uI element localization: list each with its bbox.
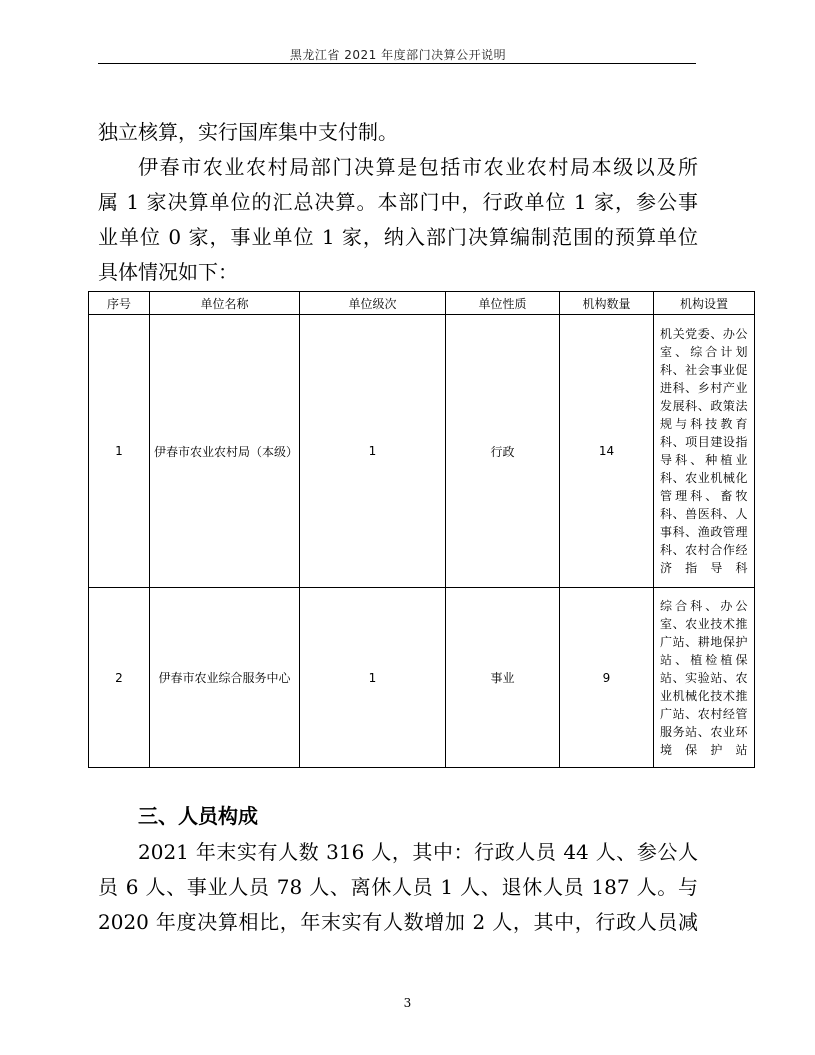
cell-org-setup xyxy=(654,588,755,768)
cell-org-count: 14 xyxy=(560,315,654,588)
intro-paragraph-1: 独立核算，实行国库集中支付制。 xyxy=(98,120,398,144)
cell-unit-name: 伊春市农业农村局（本级） xyxy=(150,315,300,588)
header-unit-nature: 单位性质 xyxy=(446,292,560,315)
org-setup-text: 综合科、办公室、农业技术推广站、耕地保护站、植检植保站、实验站、农业机械化技术推广站、农村经管服务站、农业环境保护站 xyxy=(660,598,748,757)
intro-paragraph-2-line-2: 属 1 家决算单位的汇总决算。本部门中，行政单位 1 家，参公事 xyxy=(98,190,698,214)
header-seq: 序号 xyxy=(89,292,150,315)
header-org-count: 机构数量 xyxy=(560,292,654,315)
header-unit-level: 单位级次 xyxy=(300,292,446,315)
table-row xyxy=(89,588,755,768)
page-header: 黑龙江省 2021 年度部门决算公开说明 xyxy=(289,48,507,62)
org-setup-text: 机关党委、办公室、综合计划科、社会事业促进科、乡村产业发展科、政策法规与科技教育科、项目建设指导科、种植业科、农业机械化管理科、畜牧科、兽医科、人事科、渔政管理科、农村合作经济指导科 xyxy=(660,327,748,575)
cell-org-count: 9 xyxy=(560,588,654,768)
staffing-line-1: 2021 年末实有人数 316 人，其中：行政人员 44 人、参公人 xyxy=(138,840,698,864)
header-divider xyxy=(98,63,696,64)
intro-paragraph-2-line-4: 具体情况如下： xyxy=(98,260,238,284)
header-unit-name: 单位名称 xyxy=(150,292,300,315)
header-org-setup: 机构设置 xyxy=(654,292,755,315)
staffing-text xyxy=(98,835,698,940)
cell-unit-level: 1 xyxy=(300,315,446,588)
cell-unit-level: 1 xyxy=(300,588,446,768)
intro-text xyxy=(98,115,698,290)
cell-seq: 1 xyxy=(89,315,150,588)
cell-unit-name: 伊春市农业综合服务中心 xyxy=(150,588,300,768)
cell-unit-nature: 事业 xyxy=(446,588,560,768)
unit-table xyxy=(88,291,755,768)
intro-paragraph-2-line-3: 业单位 0 家，事业单位 1 家，纳入部门决算编制范围的预算单位 xyxy=(98,225,698,249)
page-number: 3 xyxy=(403,996,412,1010)
cell-unit-nature: 行政 xyxy=(446,315,560,588)
section-title-staffing: 三、人员构成 xyxy=(138,804,258,828)
staffing-line-2: 员 6 人、事业人员 78 人、离休人员 1 人、退休人员 187 人。与 xyxy=(98,875,698,899)
staffing-line-3: 2020 年度决算相比，年末实有人数增加 2 人，其中，行政人员减 xyxy=(98,910,698,934)
table-header-row xyxy=(89,292,755,315)
cell-org-setup xyxy=(654,315,755,588)
cell-seq: 2 xyxy=(89,588,150,768)
table-row xyxy=(89,315,755,588)
intro-paragraph-2-line-1: 伊春市农业农村局部门决算是包括市农业农村局本级以及所 xyxy=(138,155,698,179)
